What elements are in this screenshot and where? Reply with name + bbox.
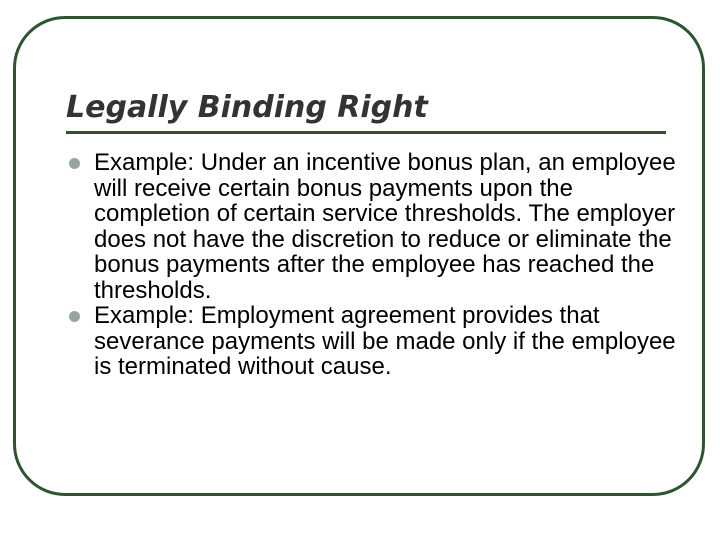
bullet-item xyxy=(66,150,676,303)
bullet-dot-icon xyxy=(69,311,80,322)
bullet-list xyxy=(66,150,676,380)
title-underline xyxy=(66,131,666,134)
bullet-item xyxy=(66,303,676,380)
bullet-dot-icon xyxy=(69,158,80,169)
bullet-text: Example: Under an incentive bonus plan, an employee will receive certain bonus payments upon the completion of certain service thresholds. The employer does not have the discretion to reduce or eliminate the bonus payments after the employee has reached the thresholds. xyxy=(94,149,676,304)
bullet-text: Example: Employment agreement provides that severance payments will be made only if the employee is terminated without cause. xyxy=(94,302,676,380)
slide-title: Legally Binding Right xyxy=(66,90,428,125)
